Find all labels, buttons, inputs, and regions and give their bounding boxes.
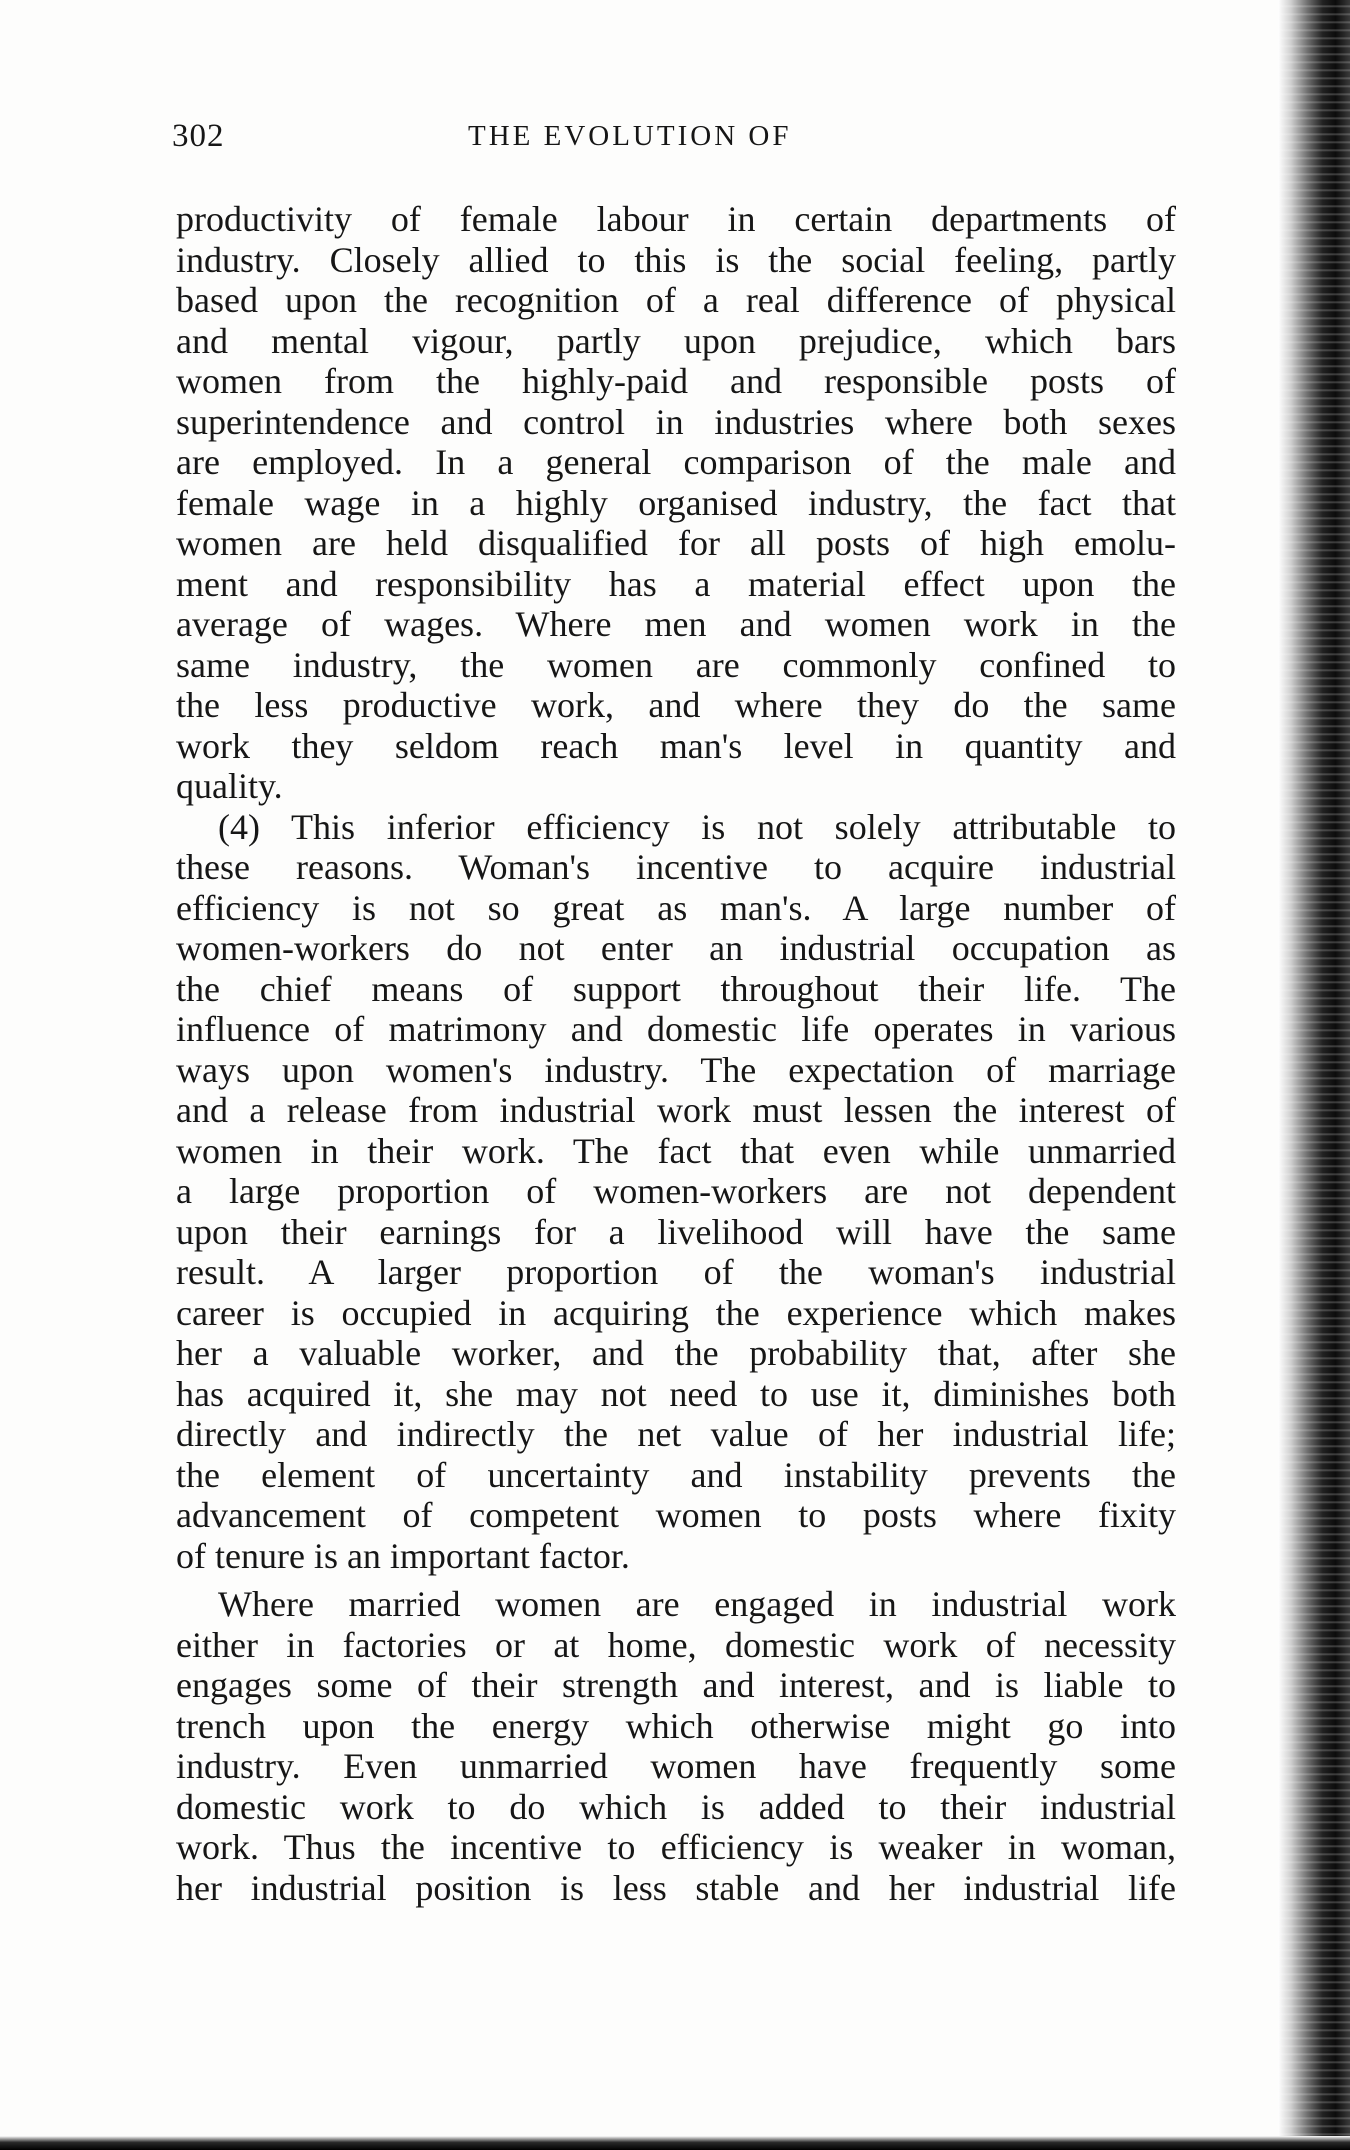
text-line: ment and responsibility has a material effect upon the xyxy=(176,563,1176,604)
text-line: Where married women are engaged in industrial work xyxy=(218,1584,1176,1624)
text-line: same industry, the women are commonly confined to xyxy=(176,644,1176,685)
text-line: upon their earnings for a livelihood will have the same xyxy=(176,1211,1176,1252)
text-line: ways upon women's industry. The expectation of marriage xyxy=(176,1049,1176,1090)
text-line: superintendence and control in industries where both sexes xyxy=(176,401,1176,442)
text-line: female wage in a highly organised industry, the fact that xyxy=(176,482,1176,523)
text-line: women are held disqualified for all posts of high emolu- xyxy=(176,523,1176,563)
text-line: the chief means of support throughout their life. The xyxy=(176,968,1176,1009)
text-line: trench upon the energy which otherwise might go into xyxy=(176,1705,1176,1746)
text-line: efficiency is not so great as man's. A large number of xyxy=(176,887,1176,928)
running-head xyxy=(172,118,1172,162)
text-line: the element of uncertainty and instability prevents the xyxy=(176,1454,1176,1495)
text-line: result. A larger proportion of the woman's industrial xyxy=(176,1252,1176,1292)
running-title: THE EVOLUTION OF xyxy=(468,120,792,152)
text-line: (4) This inferior efficiency is not solely attributable to xyxy=(218,806,1176,847)
text-line: directly and indirectly the net value of her industrial life; xyxy=(176,1414,1176,1454)
page-number: 302 xyxy=(172,118,225,154)
body-text xyxy=(176,199,1176,1908)
text-line: women in their work. The fact that even while unmarried xyxy=(176,1130,1176,1171)
text-line: and mental vigour, partly upon prejudice, which bars xyxy=(176,320,1176,361)
page-bottom-edge xyxy=(0,2136,1350,2150)
text-line: her industrial position is less stable and her industrial life xyxy=(176,1867,1176,1908)
text-line: the less productive work, and where they do the same xyxy=(176,685,1176,725)
text-line: influence of matrimony and domestic life operates in various xyxy=(176,1009,1176,1049)
text-line: a large proportion of women-workers are not dependent xyxy=(176,1171,1176,1211)
text-line: work they seldom reach man's level in quantity and xyxy=(176,725,1176,766)
text-line: quality. xyxy=(176,766,283,806)
text-line: advancement of competent women to posts where fixity xyxy=(176,1495,1176,1535)
text-line: based upon the recognition of a real difference of physical xyxy=(176,280,1176,320)
text-line: and a release from industrial work must lessen the interest of xyxy=(176,1090,1176,1130)
text-line: either in factories or at home, domestic work of necessity xyxy=(176,1624,1176,1665)
text-line: of tenure is an important factor. xyxy=(176,1535,630,1576)
text-line: productivity of female labour in certain departments of xyxy=(176,199,1176,239)
text-line: women-workers do not enter an industrial occupation as xyxy=(176,928,1176,968)
text-line: women from the highly-paid and responsible posts of xyxy=(176,361,1176,401)
text-line: has acquired it, she may not need to use it, diminishes both xyxy=(176,1373,1176,1414)
text-line: average of wages. Where men and women work in the xyxy=(176,604,1176,644)
text-line: work. Thus the incentive to efficiency is weaker in woman, xyxy=(176,1827,1176,1867)
text-line: industry. Closely allied to this is the social feeling, partly xyxy=(176,239,1176,280)
text-line: industry. Even unmarried women have frequently some xyxy=(176,1746,1176,1786)
text-line: domestic work to do which is added to their industrial xyxy=(176,1786,1176,1827)
text-line: engages some of their strength and interest, and is liable to xyxy=(176,1665,1176,1705)
text-line: these reasons. Woman's incentive to acquire industrial xyxy=(176,847,1176,887)
text-line: are employed. In a general comparison of the male and xyxy=(176,442,1176,482)
text-line: career is occupied in acquiring the experience which makes xyxy=(176,1292,1176,1333)
text-line: her a valuable worker, and the probability that, after she xyxy=(176,1333,1176,1373)
book-binding-edge xyxy=(1278,0,1350,2150)
